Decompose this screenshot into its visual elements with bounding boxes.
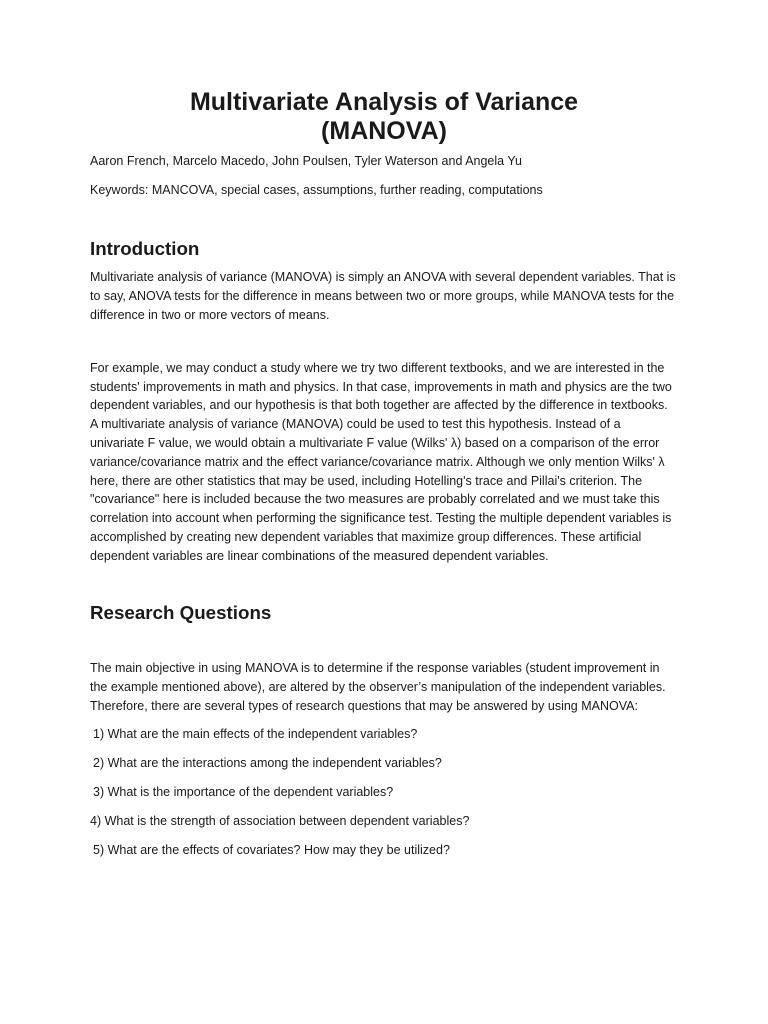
document-title: Multivariate Analysis of Variance [189,88,579,116]
research-question-item: 5) What are the effects of covariates? How may they be utilized? [93,842,450,857]
research-question-item: 3) What is the importance of the dependent variables? [93,784,394,799]
introduction-paragraph-2: For example, we may conduct a study where we try two different textbooks, and we are interested in the students' improvements in math and physics. In that case, improvements in math and physics are the two dependent variables, and our hypothesis is that both together are affected by the difference in textbooks. A multivariate analysis of variance (MANOVA) could be used to test this hypothesis. Instead of a univariate F value, we would obtain a multivariate F value (Wilks' λ) based on a comparison of the error variance/covariance matrix and the effect variance/covariance matrix. Although we only mention Wilks' λ here, there are other statistics that may be used, including Hotelling's trace and Pillai's criterion. The "covariance" here is included because the two measures are probably correlated and we must take this correlation into account when performing the significance test. Testing the multiple dependent variables is accomplished by creating new dependent variables that maximize group differences. These artificial dependent variables are linear combinations of the measured dependent variables. [90,360,672,563]
document-content [90,88,678,870]
research-question-item: 1) What are the main effects of the independent variables? [93,726,418,741]
keywords-line: Keywords: MANCOVA, special cases, assumptions, further reading, computations [90,182,543,197]
authors-line: Aaron French, Marcelo Macedo, John Poulsen, Tyler Waterson and Angela Yu [90,154,522,168]
introduction-paragraph-1: Multivariate analysis of variance (MANOVA) is simply an ANOVA with several dependent variables. That is to say, ANOVA tests for the difference in means between two or more groups, while MANOVA tests for the difference in two or more vectors of means. [90,270,676,322]
research-questions-heading: Research Questions [90,601,272,623]
introduction-heading: Introduction [90,237,200,259]
research-question-item: 4) What is the strength of association between dependent variables? [90,813,470,828]
research-question-item: 2) What are the interactions among the independent variables? [93,755,442,770]
research-questions-list [90,725,678,860]
research-questions-paragraph: The main objective in using MANOVA is to determine if the response variables (student improvement in the example mentioned above), are altered by the observer’s manipulation of the independent variables. Therefore, there are several types of research questions that may be answered by using MANOVA: [90,661,666,713]
document-subtitle: (MANOVA) [321,117,447,145]
